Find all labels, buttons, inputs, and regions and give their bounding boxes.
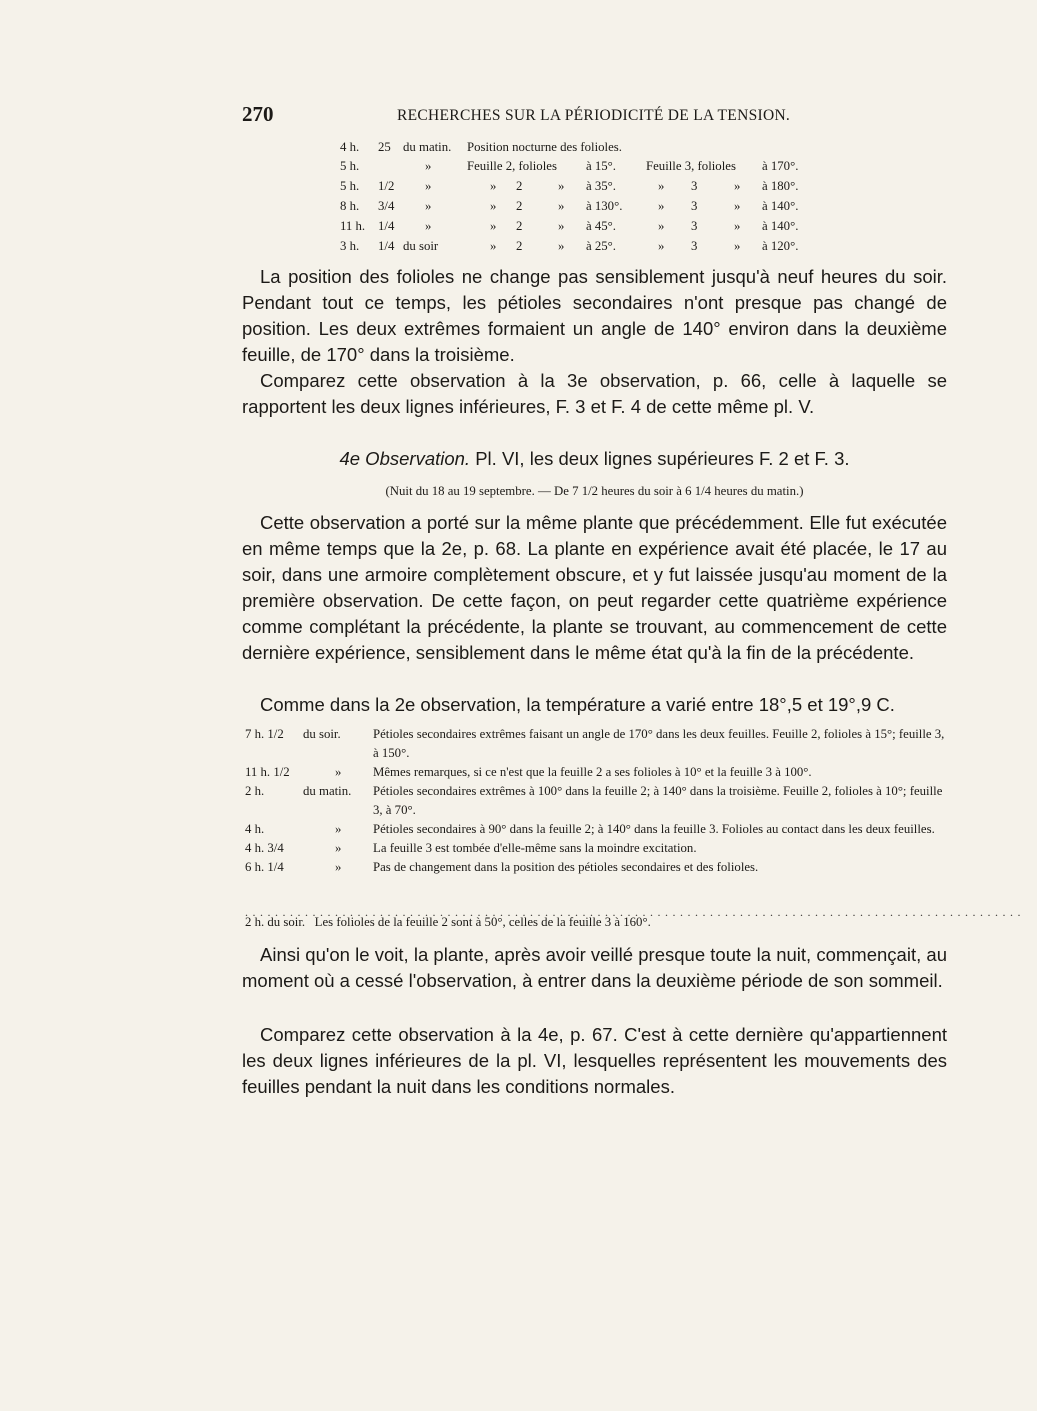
table-cell: 1/2 <box>378 179 395 193</box>
table-cell: » <box>734 179 741 193</box>
table-cell: 2 <box>516 239 523 253</box>
table-cell: » <box>734 239 741 253</box>
table-cell: à 25°. <box>586 239 616 253</box>
table-cell: 1/4 <box>378 239 395 253</box>
paragraph: Cette observation a porté sur la même plante que précédemment. Elle fut exécutée en même temps que la 2e, p. 68. La plante en expérience avait été placée, le 17 au soir, dans une armoire complètement obscure, et y fut laissée jusqu'au moment de la première observation. De cette façon, on peut regarder cette quatrième expérience comme complétant la précédente, la plante se trouvant, au commencement de cette dernière expérience, sensiblement dans le même état qu'à la fin de la précédente. <box>242 512 947 663</box>
table-cell: à 170°. <box>762 159 799 173</box>
log-part-of-day: » <box>335 822 342 836</box>
paragraph: Comparez cette observation à la 3e observation, p. 66, celle à laquelle se rapportent les deux lignes inférieures, F. 3 et F. 4 de cette même pl. V. <box>242 370 947 417</box>
table-cell: » <box>490 199 497 213</box>
table-cell: 3 h. <box>340 239 360 253</box>
table-cell: » <box>558 219 565 233</box>
table-cell: 11 h. <box>340 219 366 233</box>
table-cell: à 15°. <box>586 159 616 173</box>
table-cell: » <box>425 179 432 193</box>
table-cell: 5 h. <box>340 179 360 193</box>
table-cell: à 45°. <box>586 219 616 233</box>
paragraph: Comparez cette observation à la 4e, p. 67. C'est à cette dernière qu'appartiennent les deux lignes inférieures de la pl. VI, lesquelles représentent les mouvements des feuilles pendant la nuit dans les conditions normales. <box>242 1024 947 1097</box>
table-cell: 3 <box>691 179 698 193</box>
log-time: 6 h. 1/4 <box>245 860 284 874</box>
table-cell: 1/4 <box>378 219 395 233</box>
observation-log <box>245 725 950 877</box>
table-cell: 2 <box>516 199 523 213</box>
table-cell: » <box>425 219 432 233</box>
paragraph: La position des folioles ne change pas sensiblement jusqu'à neuf heures du soir. Pendant tout ce temps, les pétioles secondaires n'ont presque pas changé de position. Les deux extrêmes formaient un angle de 140° environ dans la deuxième feuille, de 170° dans la troisième. <box>242 266 947 365</box>
log-entry <box>245 782 950 820</box>
log-text: Pétioles secondaires extrêmes à 100° dans la feuille 2; à 140° dans la troisième. Feuille 2, folioles à 10°; feuille 3, à 70°. <box>373 784 943 817</box>
log-part-of-day: » <box>335 860 342 874</box>
log-part-of-day: » <box>335 765 342 779</box>
table-cell: 4 h. <box>340 140 360 154</box>
log-entry <box>245 839 950 858</box>
log-text: Pétioles secondaires extrêmes faisant un angle de 170° dans les deux feuilles. Feuille 2, folioles à 15°; feuille 3, à 150°. <box>373 727 945 760</box>
table-cell: » <box>490 219 497 233</box>
table-cell: » <box>658 179 665 193</box>
table-cell: » <box>425 159 432 173</box>
log-part-of-day: du matin. <box>303 784 352 798</box>
log-entry <box>245 820 950 839</box>
page-header <box>242 102 947 130</box>
table-cell: 2 <box>516 179 523 193</box>
table-cell: à 130°. <box>586 199 623 213</box>
table-cell: » <box>490 239 497 253</box>
paragraph: Ainsi qu'on le voit, la plante, après avoir veillé presque toute la nuit, commençait, au moment où a cessé l'observation, à entrer dans la deuxième période de son sommeil. <box>242 944 947 991</box>
table-cell: » <box>658 199 665 213</box>
table-cell: » <box>425 199 432 213</box>
table-cell: » <box>558 199 565 213</box>
table-cell: » <box>658 219 665 233</box>
table-cell: Feuille 3, folioles <box>646 159 736 173</box>
table-cell: » <box>734 219 741 233</box>
section-title <box>242 446 947 472</box>
log-text: La feuille 3 est tombée d'elle-même sans la moindre excitation. <box>373 841 697 855</box>
log-entry <box>245 725 950 763</box>
table-cell: à 140°. <box>762 199 799 213</box>
log-time: 11 h. 1/2 <box>245 765 290 779</box>
table-cell: 2 <box>516 219 523 233</box>
section-caption: (Nuit du 18 au 19 septembre. — De 7 1/2 heures du soir à 6 1/4 heures du matin.) <box>385 484 804 498</box>
table-cell: » <box>658 239 665 253</box>
page-number: 270 <box>242 102 274 126</box>
table-cell: 25 <box>378 140 391 154</box>
table-cell: Feuille 2, folioles <box>467 159 557 173</box>
paragraph: Comme dans la 2e observation, la température a varié entre 18°,5 et 19°,9 C. <box>260 694 895 715</box>
table-cell: 5 h. <box>340 159 360 173</box>
table-cell: à 140°. <box>762 219 799 233</box>
log-time: 4 h. <box>245 822 265 836</box>
running-title: RECHERCHES SUR LA PÉRIODICITÉ DE LA TENSION. <box>397 107 791 124</box>
log-part-of-day: » <box>335 841 342 855</box>
log-text: Mêmes remarques, si ce n'est que la feuille 2 a ses folioles à 10° et la feuille 3 à 100°. <box>373 765 812 779</box>
table-cell: 3/4 <box>378 199 395 213</box>
table-cell: 3 <box>691 219 698 233</box>
table-cell: à 180°. <box>762 179 799 193</box>
table-cell: 3 <box>691 199 698 213</box>
table-cell: à 35°. <box>586 179 616 193</box>
table-cell: » <box>734 199 741 213</box>
log-entry <box>245 763 950 782</box>
log-time: 4 h. 3/4 <box>245 841 284 855</box>
table-cell: Position nocturne des folioles. <box>467 140 622 154</box>
log-entry <box>245 858 950 877</box>
table-cell: à 120°. <box>762 239 799 253</box>
log-text: Pétioles secondaires à 90° dans la feuille 2; à 140° dans la feuille 3. Folioles au contact dans les deux feuilles. <box>373 822 935 836</box>
section-title-rest: Pl. VI, les deux lignes supérieures F. 2 et F. 3. <box>470 448 850 469</box>
log-part-of-day: du soir. <box>303 727 341 741</box>
table-cell: du matin. <box>403 140 452 154</box>
log-time: 2 h. <box>245 784 265 798</box>
table-cell: » <box>558 179 565 193</box>
table-cell: » <box>558 239 565 253</box>
final-log-entry: 2 h. du soir. Les folioles de la feuille 2 sont à 50°, celles de la feuille 3 à 160°. <box>245 915 651 929</box>
table-cell: » <box>490 179 497 193</box>
dotted-separator: ........................................................................................................ <box>245 905 1025 919</box>
section-title-italic: 4e Observation. <box>339 448 471 469</box>
table-cell: du soir <box>403 239 439 253</box>
log-text: Pas de changement dans la position des pétioles secondaires et des folioles. <box>373 860 759 874</box>
table-cell: 3 <box>691 239 698 253</box>
log-time: 7 h. 1/2 <box>245 727 284 741</box>
table-cell: 8 h. <box>340 199 360 213</box>
